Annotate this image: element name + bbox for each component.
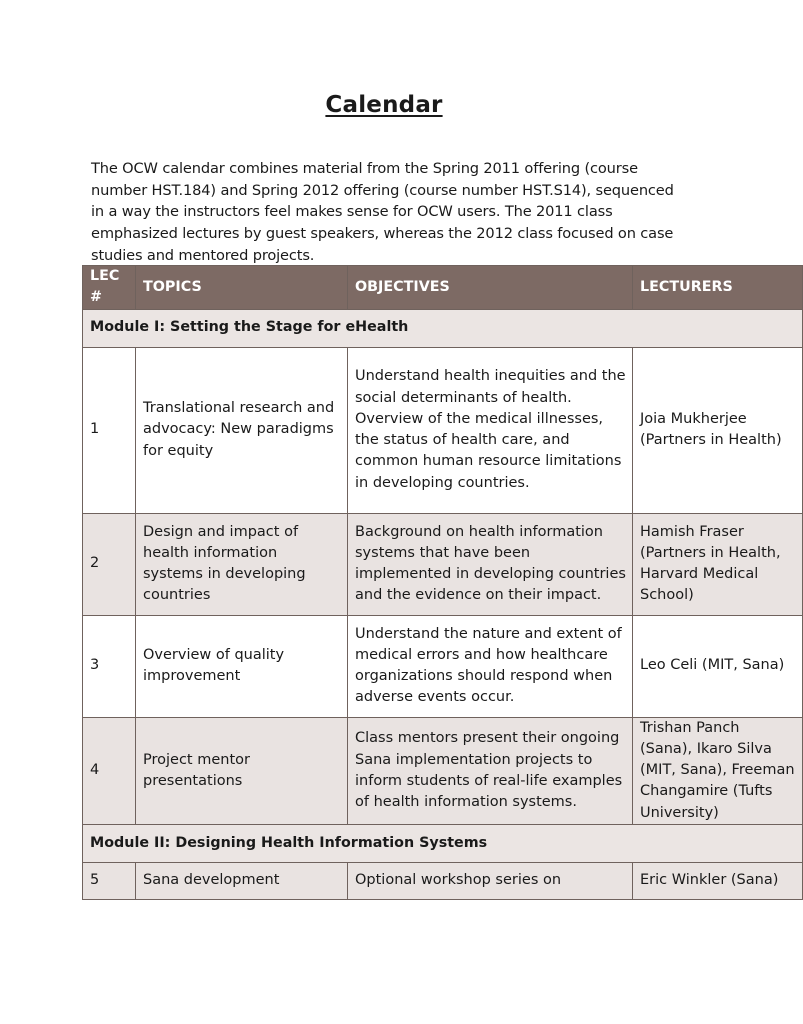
cell-topic: Sana development <box>136 863 348 900</box>
cell-lec: 3 <box>83 615 136 717</box>
module-title: Module I: Setting the Stage for eHealth <box>83 309 803 347</box>
cell-lecturer: Hamish Fraser (Partners in Health, Harvard Medical School) <box>633 513 803 615</box>
table-row <box>83 863 803 900</box>
cell-lec: 1 <box>83 347 136 513</box>
intro-paragraph: The OCW calendar combines material from the Spring 2011 offering (course number HST.184) and Spring 2012 offering (course number HST.S14), sequenced in a way the instructors feel makes sense for OCW users. The 2011 class emphasized lectures by guest speakers, whereas the 2012 class focused on case studies and mentored projects. <box>91 160 674 264</box>
table-row <box>83 717 803 824</box>
cell-topic: Translational research and advocacy: New paradigms for equity <box>136 347 348 513</box>
calendar-table <box>82 265 803 900</box>
cell-lecturer: Eric Winkler (Sana) <box>633 863 803 900</box>
module-row <box>83 825 803 863</box>
cell-lecturer: Joia Mukherjee (Partners in Health) <box>633 347 803 513</box>
table-row <box>83 347 803 513</box>
cell-lecturer: Trishan Panch (Sana), Ikaro Silva (MIT, Sana), Freeman Changamire (Tufts University) <box>633 717 803 824</box>
cell-topic: Design and impact of health information systems in developing countries <box>136 513 348 615</box>
table-row <box>83 513 803 615</box>
table-header-row <box>83 266 803 310</box>
header-topics: TOPICS <box>136 266 348 310</box>
module-title: Module II: Designing Health Information Systems <box>83 825 803 863</box>
cell-objective: Background on health information systems that have been implemented in developing countries and the evidence on their impact. <box>348 513 633 615</box>
cell-objective: Class mentors present their ongoing Sana implementation projects to inform students of real-life examples of health information systems. <box>348 717 633 824</box>
header-lec: LEC # <box>83 266 136 310</box>
cell-objective: Understand the nature and extent of medical errors and how healthcare organizations should respond when adverse events occur. <box>348 615 633 717</box>
cell-topic: Project mentor presentations <box>136 717 348 824</box>
cell-lec: 5 <box>83 863 136 900</box>
cell-objective: Understand health inequities and the social determinants of health. Overview of the medical illnesses, the status of health care, and common human resource limitations in developing countries. <box>348 347 633 513</box>
cell-lec: 4 <box>83 717 136 824</box>
module-row <box>83 309 803 347</box>
table-row <box>83 615 803 717</box>
cell-objective: Optional workshop series on <box>348 863 633 900</box>
header-lecturers: LECTURERS <box>633 266 803 310</box>
cell-topic: Overview of quality improvement <box>136 615 348 717</box>
page-title: Calendar <box>325 92 443 118</box>
cell-lec: 2 <box>83 513 136 615</box>
cell-lecturer: Leo Celi (MIT, Sana) <box>633 615 803 717</box>
header-objectives: OBJECTIVES <box>348 266 633 310</box>
